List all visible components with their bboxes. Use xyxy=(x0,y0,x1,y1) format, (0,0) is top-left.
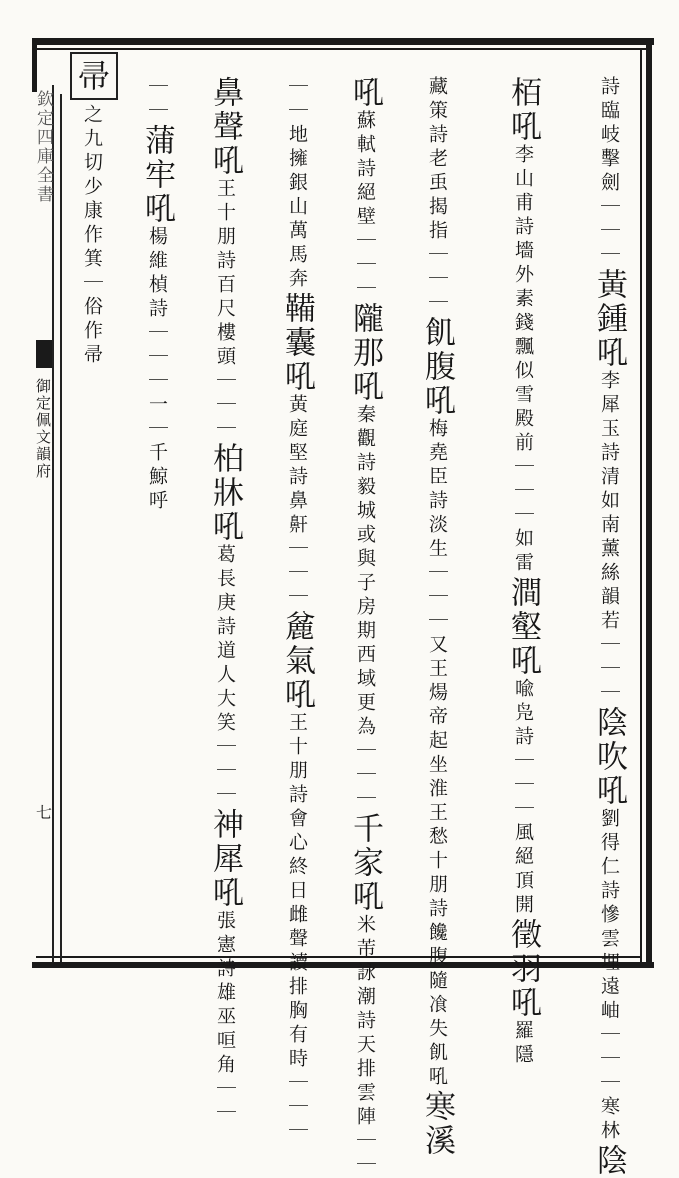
frame-left-border xyxy=(32,38,37,92)
fold-book-title: 御定佩文韻府 xyxy=(34,378,52,480)
fold-fishtail-mark xyxy=(36,340,52,368)
headword-entry: 神犀吼 xyxy=(207,808,243,910)
headword-entry: 澗壑吼 xyxy=(505,576,541,678)
headword-entry: 栢吼 xyxy=(505,76,541,144)
frame-right-inner-border xyxy=(640,50,642,964)
annotation-text: 之九切少康作箕｜俗作帚 xyxy=(81,104,103,368)
headword-entry: 蒲牢吼 xyxy=(139,124,175,226)
fold-collection-title: 欽定四庫全書 xyxy=(33,90,53,204)
text-column-8 xyxy=(82,104,102,984)
annotation-text: 葛長庚詩道人大笑｜｜｜ xyxy=(214,544,236,808)
annotation-text: 張憲詩雄巫咺角｜｜ xyxy=(214,910,236,1126)
head-column-rule xyxy=(60,94,62,962)
frame-top-inner-border xyxy=(36,48,650,50)
headword-entry: 黃鍾吼 xyxy=(591,268,627,370)
annotation-text: 黃庭堅詩鼻鼾｜｜｜ xyxy=(286,394,308,610)
annotation-text: 李犀玉詩清如南薰絲韻若｜｜｜ xyxy=(598,370,620,706)
headword-entry: 鼻聲吼 xyxy=(207,76,243,178)
headword-entry: 陰吹吼 xyxy=(591,706,627,808)
headword-entry: 陰 xyxy=(591,1144,627,1178)
annotation-text: 詩臨岐擊劍｜｜｜ xyxy=(598,76,620,268)
headword-entry: 隴那吼 xyxy=(347,302,383,404)
annotation-text: ｜｜ xyxy=(146,76,168,124)
annotation-text: 米芾詠潮詩天排雲陣｜｜ xyxy=(354,914,376,1178)
text-column-4 xyxy=(346,76,384,1178)
annotation-text: 秦觀詩毅城或與子房期西域更為｜｜｜ xyxy=(354,404,376,812)
headword-entry: 飢腹吼 xyxy=(419,316,455,418)
annotation-text: 楊維楨詩｜｜｜一｜千鯨呼 xyxy=(146,226,168,514)
annotation-text: ｜｜地擁銀山萬馬奔 xyxy=(286,76,308,292)
annotation-text: 喩凫詩｜｜｜風絕頂開 xyxy=(512,678,534,918)
text-column-2 xyxy=(504,76,542,1068)
headword-entry: 千家吼 xyxy=(347,812,383,914)
annotation-text: 梅堯臣詩淡生｜｜｜又王煬帝起坐淮王愁十朋詩饞腹隨飡失飢吼 xyxy=(426,418,448,1090)
headword-entry: 柏牀吼 xyxy=(207,442,243,544)
text-column-3 xyxy=(418,76,456,1158)
annotation-text: 劉得仁詩慘雲埋遠岫｜｜｜寒林 xyxy=(598,808,620,1144)
frame-right-border xyxy=(646,38,652,968)
text-column-5 xyxy=(278,76,316,1144)
head-character-box: 帚 xyxy=(70,52,118,100)
annotation-text: 李山甫詩墻外素錢飄似雪殿前｜｜｜如雷 xyxy=(512,144,534,576)
headword-entry: 麄氣吼 xyxy=(279,610,315,712)
text-column-1 xyxy=(590,76,628,1178)
headword-entry: 徵羽吼 xyxy=(505,918,541,1020)
annotation-text: 羅隱 xyxy=(512,1020,534,1068)
headword-entry: 寒溪 xyxy=(419,1090,455,1158)
annotation-text: 王十朋詩百尺樓頭｜｜｜ xyxy=(214,178,236,442)
annotation-text: 王十朋詩會心終日雌聲讀排胸有時｜｜｜ xyxy=(286,712,308,1144)
annotation-text: 蘇軾詩絕壁｜｜｜ xyxy=(354,110,376,302)
frame-bottom-inner-border xyxy=(36,956,642,958)
headword-entry: 吼 xyxy=(347,76,383,110)
headword-entry: 鞴囊吼 xyxy=(279,292,315,394)
frame-top-border xyxy=(32,38,654,45)
frame-bottom-border xyxy=(32,962,654,968)
text-column-7 xyxy=(138,76,176,956)
text-column-6 xyxy=(206,76,244,1126)
fold-page-number: 七 xyxy=(36,803,53,822)
annotation-text: 藏策詩老䖝揭指｜｜｜ xyxy=(426,76,448,316)
